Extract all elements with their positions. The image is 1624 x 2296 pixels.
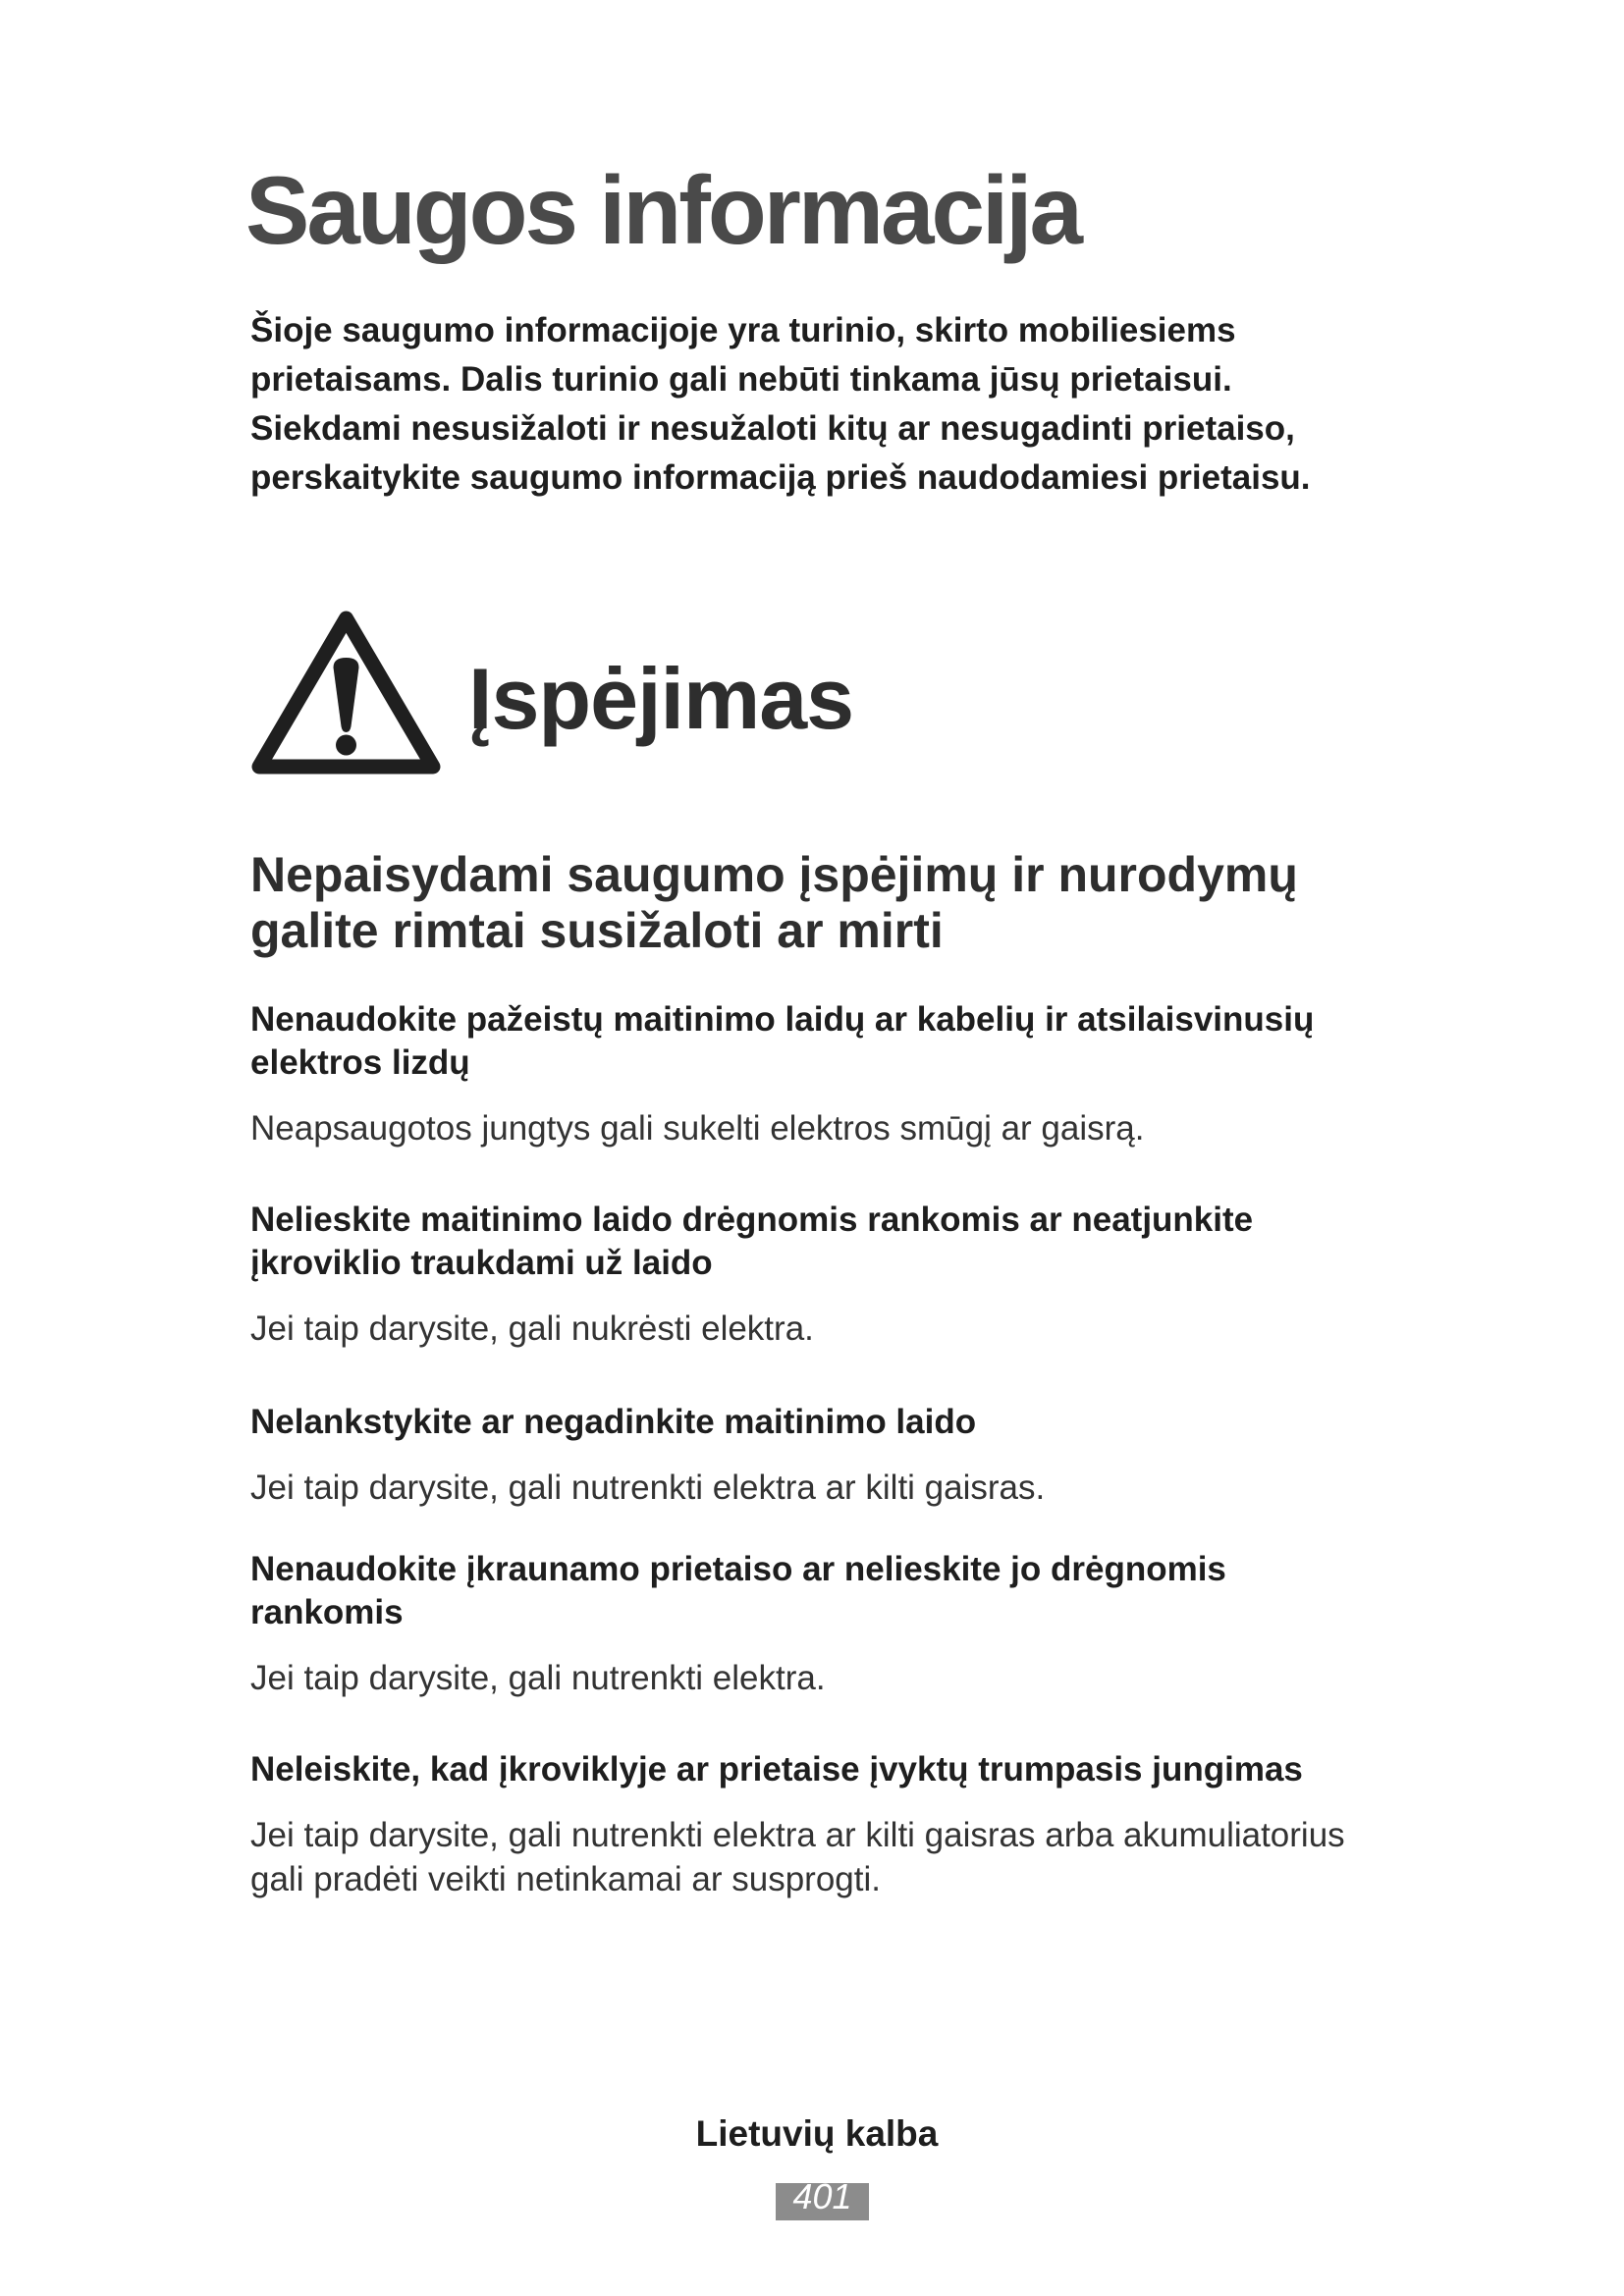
- page-title: Saugos informacija: [245, 156, 1081, 264]
- safety-item: [250, 1548, 1226, 1700]
- safety-item: [250, 1199, 1253, 1351]
- safety-item-heading: [250, 1401, 1045, 1444]
- intro-line: Siekdami nesusižaloti ir nesužaloti kitų ar nesugadinti prietaiso,: [250, 409, 1295, 448]
- safety-item-heading-line: Nenaudokite pažeistų maitinimo laidų ar kabelių ir atsilaisvinusių: [250, 1000, 1315, 1039]
- safety-item: [250, 1401, 1045, 1510]
- page-number-badge: [776, 2176, 869, 2220]
- safety-item-body-line: Jei taip darysite, gali nukrėsti elektra.: [250, 1309, 814, 1348]
- safety-item-heading-line: elektros lizdų: [250, 1043, 470, 1082]
- safety-item-body-line: Jei taip darysite, gali nutrenkti elektra ar kilti gaisras.: [250, 1468, 1046, 1507]
- safety-item-body-line: Jei taip darysite, gali nutrenkti elektra ar kilti gaisras arba akumuliatorius: [250, 1816, 1345, 1854]
- safety-item-body: [250, 1813, 1345, 1901]
- safety-item-heading-line: įkroviklio traukdami už laido: [250, 1244, 713, 1282]
- intro-line: perskaitykite saugumo informaciją prieš naudodamiesi prietaisu.: [250, 458, 1311, 497]
- safety-item-heading-line: Nelankstykite ar negadinkite maitinimo laido: [250, 1403, 977, 1441]
- footer-language: Lietuvių kalba: [695, 2113, 939, 2154]
- page-number: 401: [792, 2176, 852, 2216]
- safety-item-body-line: Neapsaugotos jungtys gali sukelti elektros smūgį ar gaisrą.: [250, 1109, 1145, 1148]
- safety-item-body: [250, 1106, 1314, 1150]
- warning-heading: Įspėjimas: [468, 650, 854, 747]
- safety-item-body-line: Jei taip darysite, gali nutrenkti elektra.: [250, 1659, 826, 1697]
- safety-item-heading: [250, 998, 1314, 1085]
- warning-triangle-icon: [250, 607, 442, 777]
- section-heading-line: galite rimtai susižaloti ar mirti: [250, 903, 944, 958]
- section-heading: [250, 847, 1298, 959]
- safety-item-body: [250, 1466, 1045, 1510]
- safety-item-heading: [250, 1199, 1253, 1285]
- exclamation-dot: [336, 735, 356, 756]
- safety-item-body: [250, 1656, 1226, 1700]
- safety-item-heading-line: rankomis: [250, 1593, 404, 1631]
- safety-item: [250, 1748, 1345, 1901]
- safety-item: [250, 998, 1314, 1150]
- safety-item-body-line: gali pradėti veikti netinkamai ar susprogti.: [250, 1860, 881, 1898]
- section-heading-line: Nepaisydami saugumo įspėjimų ir nurodymų: [250, 847, 1298, 902]
- safety-item-body: [250, 1307, 1253, 1351]
- intro-paragraph: [250, 306, 1311, 503]
- intro-line: Šioje saugumo informacijoje yra turinio, skirto mobiliesiems: [250, 311, 1236, 349]
- safety-item-heading: [250, 1748, 1345, 1791]
- safety-item-heading: [250, 1548, 1226, 1634]
- safety-item-heading-line: Nelieskite maitinimo laido drėgnomis rankomis ar neatjunkite: [250, 1201, 1254, 1239]
- safety-item-heading-line: Nenaudokite įkraunamo prietaiso ar nelieskite jo drėgnomis: [250, 1550, 1226, 1588]
- intro-line: prietaisams. Dalis turinio gali nebūti tinkama jūsų prietaisui.: [250, 360, 1232, 399]
- safety-item-heading-line: Neleiskite, kad įkroviklyje ar prietaise įvyktų trumpasis jungimas: [250, 1750, 1303, 1789]
